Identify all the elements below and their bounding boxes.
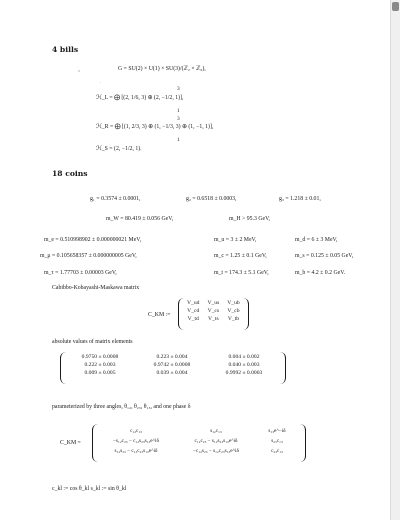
matrix-cell: −s₁₂c₂₃ − c₁₂s₂₃s₁₃e^iδ [113, 438, 159, 444]
vertical-scrollbar[interactable] [390, 0, 400, 520]
scrollbar-thumb[interactable] [392, 2, 399, 11]
matrix-cell: 0.004 ± 0.002 [228, 354, 260, 360]
group-equation: G = SU(2) × U(1) × SU(3)/(ℤ₂ × ℤ₆), [118, 66, 206, 72]
rep-hl: ℋ_L = ⨁ [(2, 1/6, 3) ⊕ (2, −1/2, 1)], [96, 95, 184, 101]
footer-definition: c_kl := cos θ_kl s_kl := sin θ_kl [52, 486, 127, 492]
matrix-cell: V_ub [227, 300, 240, 306]
rep-hr: ℋ_R = ⨁ [(1, 2/3, 3) ⊕ (1, −1/3, 3) ⊕ (1, −1, 1)], [96, 124, 214, 130]
matrix-cell: c₁₂c₂₃ − s₁₂s₂₃s₁₃e^iδ [194, 438, 238, 444]
mass-strange: m_s = 0.125 ± 0.05 GeV, [295, 253, 354, 259]
matrix-cell: c₂₃c₁₃ [271, 448, 283, 454]
matrix-cell: V_cb [227, 308, 240, 314]
matrix-cell: 0.223 ± 0.004 [156, 354, 188, 360]
matrix-row [96, 436, 298, 446]
ckm-title: Cabibbo-Kobayashi-Maskawa matrix [52, 285, 140, 291]
matrix-row [64, 369, 280, 377]
mass-down: m_d = 6 ± 3 MeV, [295, 237, 338, 243]
mass-top: m_t = 174.3 ± 5.1 GeV, [214, 270, 269, 276]
matrix-cell: c₁₂c₁₃ [130, 428, 142, 434]
abs-value-matrix [64, 353, 280, 377]
mass-electron: m_e = 0.510998902 ± 0.000000021 MeV, [44, 237, 142, 243]
matrix-cell: s₁₂s₂₃ − c₁₂c₂₃s₁₃e^iδ [114, 448, 158, 454]
matrix-cell: 0.009 ± 0.005 [84, 370, 116, 376]
param-matrix [96, 426, 298, 456]
matrix-cell: V_tb [227, 316, 240, 322]
coupling-g3: g₃ = 1.218 ± 0.01, [279, 196, 321, 202]
matrix-row [183, 315, 244, 323]
mass-up: m_u = 3 ± 2 MeV, [214, 237, 257, 243]
matrix-cell: V_td [187, 316, 199, 322]
matrix-cell: s₁₂c₁₃ [210, 428, 222, 434]
matrix-cell: 0.040 ± 0.003 [228, 362, 260, 368]
matrix-cell: 0.9742 ± 0.0008 [153, 362, 191, 368]
heading-bills: 4 bills [52, 45, 79, 54]
matrix-cell: s₂₃c₁₃ [271, 438, 283, 444]
matrix-cell: −c₁₂s₂₃ − s₁₂c₂₃s₁₃e^iδ [193, 448, 239, 454]
mass-tau: m_τ = 1.77703 ± 0.00003 GeV, [44, 270, 117, 276]
mass-muon: m_μ = 0.105658357 ± 0.000000005 GeV, [40, 253, 137, 259]
param-lhs: C_KM = [60, 440, 81, 446]
ckm-symbol-matrix [183, 299, 244, 323]
matrix-cell: 0.9992 ± 0.0003 [225, 370, 263, 376]
matrix-cell: V_ts [208, 316, 219, 322]
matrix-cell: s₁₃e^−iδ [268, 428, 286, 434]
matrix-row [96, 426, 298, 436]
param-right-paren [300, 424, 306, 462]
matrix-cell: 0.222 ± 0.003 [84, 362, 116, 368]
coupling-g1: g₁ = 0.3574 ± 0.0001, [90, 196, 141, 202]
mass-charm: m_c = 1.25 ± 0.1 GeV, [214, 253, 267, 259]
coupling-g2: g₂ = 0.6518 ± 0.0003, [186, 196, 237, 202]
rep-hs: ℋ_S = (2, −1/2, 1). [96, 146, 142, 152]
matrix-cell: 0.9750 ± 0.0008 [81, 354, 119, 360]
ckm-right-paren [243, 298, 249, 330]
matrix-row [64, 361, 280, 369]
matrix-cell: V_cs [207, 308, 220, 314]
matrix-row [64, 353, 280, 361]
matrix-cell: 0.039 ± 0.004 [156, 370, 188, 376]
sum-lower-index-2: 1 [177, 137, 180, 143]
sum-upper-index: 3 [177, 86, 180, 92]
matrix-row [96, 446, 298, 456]
abs-title: absolute values of matrix elements [52, 339, 133, 345]
mass-bottom: m_b = 4.2 ± 0.2 GeV. [295, 270, 346, 276]
scan-speck [78, 70, 80, 72]
ckm-lhs: C_KM := [148, 312, 171, 318]
abs-right-paren [280, 352, 286, 384]
matrix-cell: V_cd [187, 308, 200, 314]
matrix-cell: V_us [207, 300, 220, 306]
param-title: parameterized by three angles, θ₁₂, θ₂₃, θ₁₃, and one phase δ [52, 404, 191, 410]
scan-speck [100, 82, 101, 83]
matrix-row [183, 299, 244, 307]
sum-upper-index-2: 3 [177, 116, 180, 122]
mass-w: m_W = 80.419 ± 0.056 GeV, [106, 216, 174, 222]
heading-coins: 18 coins [52, 169, 88, 178]
matrix-row [183, 307, 244, 315]
matrix-cell: V_ud [187, 300, 200, 306]
sum-lower-index: 1 [177, 108, 180, 114]
mass-h: m_H > 95.3 GeV, [229, 216, 271, 222]
